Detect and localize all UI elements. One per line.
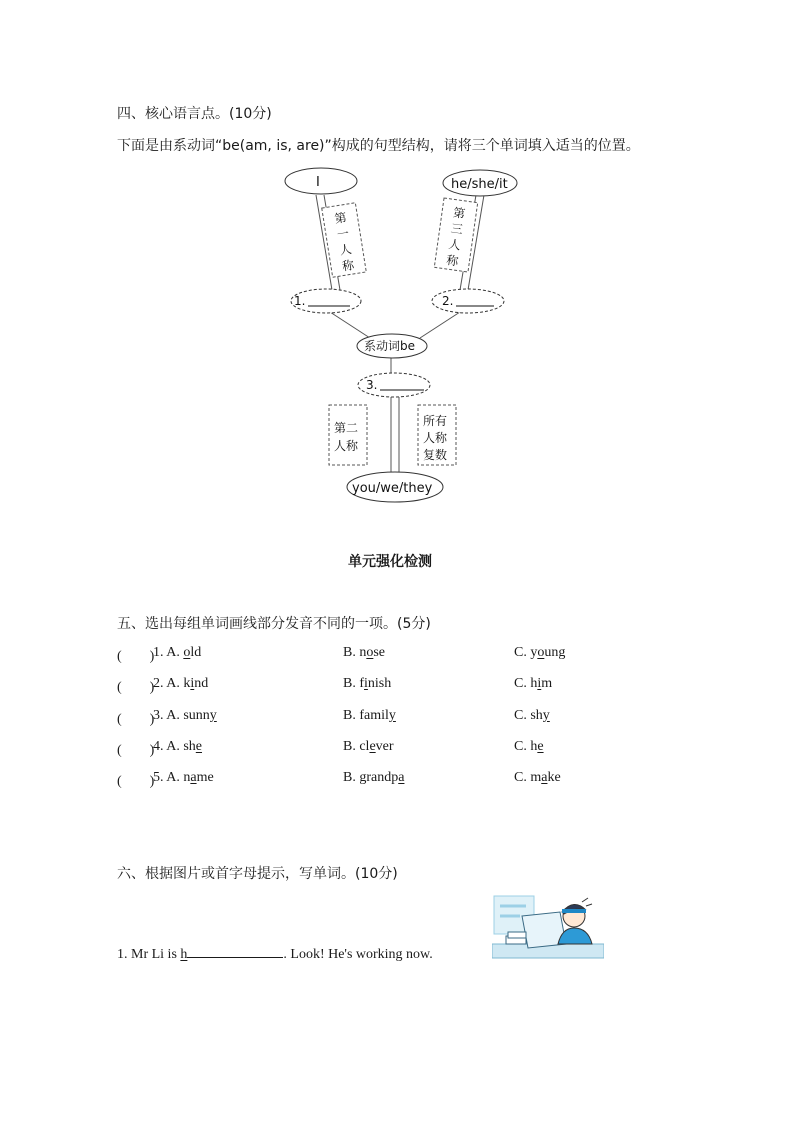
word-part: m [541,676,553,691]
q1-prefix: 1. Mr Li is [117,947,181,962]
answer-paren[interactable]: ( ) [117,743,155,758]
word-part: sh [530,708,543,723]
answer-paren[interactable]: ( ) [117,649,155,664]
underlined-letters: a [541,770,548,785]
underlined-letters: i [190,676,195,691]
node-be-text: 系动词be [364,339,416,353]
word-part: ld [190,645,202,660]
word-part: famil [359,708,389,723]
question-row [117,770,617,790]
underlined-letters: y [542,708,550,723]
option-b [343,676,391,692]
word-part: h [530,739,538,754]
word-part: y [530,645,538,660]
question-number: 5. A. [153,770,180,785]
section6-heading: 六、根据图片或首字母提示，写单词。(10分) [117,866,398,882]
underlined-letters: o [537,645,545,660]
box-third-char-3: 人 [447,237,462,253]
section4-instruction: 下面是由系动词“be(am, is, are)”构成的句型结构，请将三个单词填入适当的位置。 [117,138,640,154]
underlined-letters: o [183,645,191,660]
option-a-word [183,676,208,691]
word-part: sh [183,739,196,754]
option-label: C. [514,645,527,660]
option-a [153,708,217,724]
option-a [153,739,202,755]
question-row [117,739,617,759]
section4-heading: 四、核心语言点。(10分) [117,106,272,122]
answer-paren[interactable]: ( ) [117,774,155,789]
word-part: m [530,770,542,785]
option-c-word [530,770,560,785]
option-c-word [530,739,543,754]
option-b [343,708,396,724]
question-number: 4. A. [153,739,180,754]
option-c [514,645,565,661]
underlined-letters: a [190,770,197,785]
box-first-char-4: 称 [341,257,356,274]
box-third-char-2: 三 [449,221,464,237]
node-2-text: 2. [442,294,454,308]
question-1 [117,945,433,963]
underlined-letters: e [537,739,544,754]
option-label: B. [343,676,356,691]
option-a-word [183,739,202,754]
option-b-word [359,770,404,785]
option-label: B. [343,739,356,754]
option-label: C. [514,676,527,691]
option-b [343,645,385,661]
option-label: C. [514,739,527,754]
box-plural-line-2: 人称 [423,431,448,445]
option-c-word [530,676,552,691]
box-third-char-4: 称 [445,252,460,269]
box-first-char-2: 一 [336,226,351,242]
option-a [153,645,201,661]
word-part: f [359,676,365,691]
box-second-line-2: 人称 [334,439,359,453]
word-part: nish [367,676,392,691]
box-first-char-3: 人 [338,242,353,258]
node-i-text: I [316,175,320,190]
word-part: sunn [183,708,210,723]
answer-paren[interactable]: ( ) [117,680,155,695]
underlined-letters: y [388,708,396,723]
underlined-letters: y [209,708,217,723]
underlined-letters: i [364,676,368,691]
underlined-letters: o [366,645,374,660]
word-part: n [359,645,367,660]
option-c [514,739,544,755]
option-c [514,676,552,692]
option-label: B. [343,770,356,785]
option-c-word [530,645,565,660]
word-part: h [530,676,538,691]
q1-answer-blank[interactable] [187,945,283,958]
option-label: B. [343,645,356,660]
option-a [153,770,214,786]
option-b-word [359,739,393,754]
option-c-word [530,708,549,723]
node-i-ellipse [285,168,357,194]
option-a [153,676,208,692]
question-number: 1. A. [153,645,180,660]
underlined-letters: e [369,739,376,754]
option-b-word [359,645,385,660]
box-third-char-1: 第 [452,205,466,221]
box-plural-line-3: 复数 [423,448,448,462]
word-part: me [196,770,214,785]
q1-first-letter: h [180,947,188,962]
underlined-letters: e [195,739,203,754]
underlined-letters: i [537,676,542,691]
section5-heading: 五、选出每组单词画线部分发音不同的一项。(5分) [117,616,431,632]
word-part: ver [375,739,394,754]
word-part: se [373,645,386,660]
answer-paren[interactable]: ( ) [117,712,155,727]
question-row [117,708,617,728]
word-part: k [183,676,191,691]
underlined-letters: a [398,770,405,785]
word-part: cl [359,739,370,754]
option-c [514,708,550,724]
node-1-text: 1. [294,294,306,308]
option-label: C. [514,770,527,785]
word-part: nd [194,676,209,691]
man-working-laptop-image [492,892,604,960]
option-b-word [359,708,396,723]
word-part: ke [547,770,561,785]
option-label: C. [514,708,527,723]
option-b [343,739,394,755]
box-plural-line-1: 所有 [423,414,448,428]
be-verb-diagram [270,160,530,510]
box-second-line-1: 第二 [334,421,359,435]
node-youwe-text: you/we/they [352,481,433,496]
q1-suffix: . Look! He's working now. [283,947,433,962]
node-heshe-text: he/she/it [451,177,508,192]
node-3-text: 3. [366,378,378,392]
option-a-word [183,770,213,785]
box-first-char-1: 第 [333,210,348,227]
word-part: n [183,770,191,785]
unit-title: 单元强化检测 [348,554,432,570]
word-part: grandp [359,770,399,785]
question-row [117,645,617,665]
option-b-word [359,676,391,691]
question-row [117,676,617,696]
box-second-person [329,405,367,465]
option-b [343,770,404,786]
option-label: B. [343,708,356,723]
word-part: ung [544,645,566,660]
question-number: 2. A. [153,676,180,691]
option-a-word [183,645,201,660]
question-number: 3. A. [153,708,180,723]
option-a-word [183,708,216,723]
option-c [514,770,561,786]
